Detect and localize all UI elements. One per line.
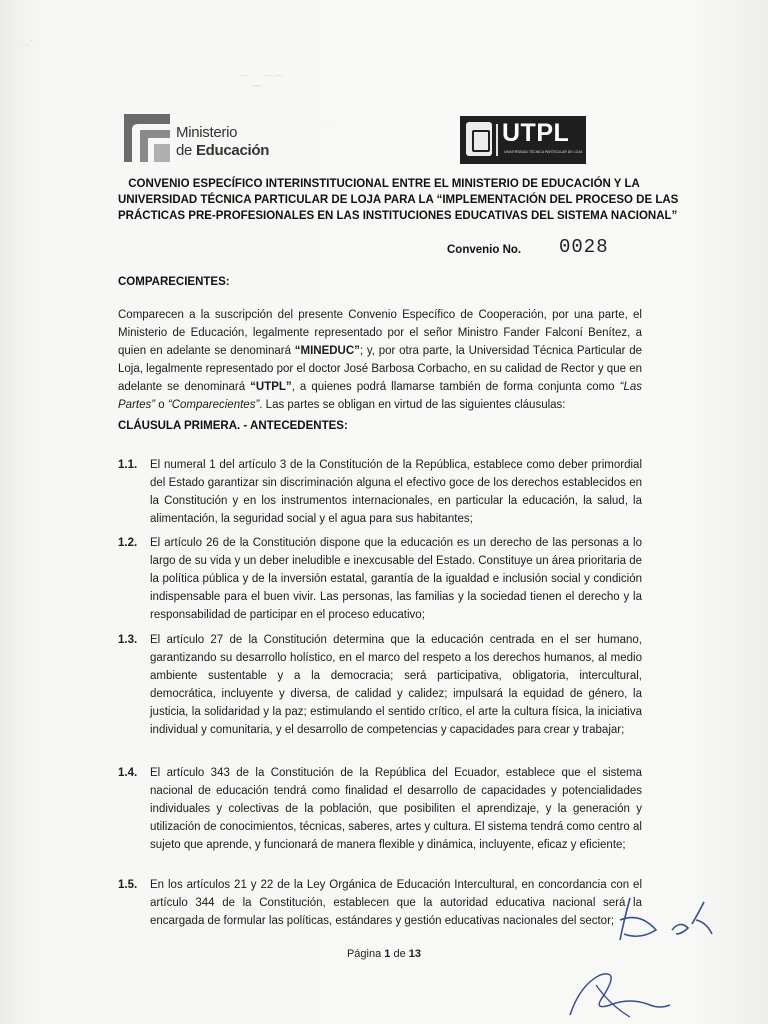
clause-number: 1.2. <box>118 537 138 549</box>
logo-divider <box>496 124 498 156</box>
bleed-through-mark: ⌒ ‿ ⌒⌒ <box>240 76 284 87</box>
clause-item <box>118 456 642 528</box>
comparecientes-paragraph: Comparecen a la suscripción del presente Convenio Específico de Cooperación, por una parte, el Ministerio de Educación, legalmente representado por el señor Ministro Fander Falconí Benítez, a quien en adelante se denominará “MINEDUC”; y, por otra parte, la Universidad Técnica Particular de Loja, legalmente representado por el doctor José Barbosa Corbacho, en su calidad de Rector y que en adelante se denominará “UTPL”, a quienes podrá llamarse también de forma conjunta como “Las Partes” o “Comparecientes”. Las partes se obligan en virtud de las siguientes cláusulas: <box>118 309 642 411</box>
convenio-label: Convenio No. <box>447 244 522 256</box>
title-line: CONVENIO ESPECÍFICO INTERINSTITUCIONAL ENTRE EL MINISTERIO DE EDUCACIÓN Y LA <box>128 178 640 190</box>
clause-number: 1.4. <box>118 767 138 779</box>
comparecientes-heading: COMPARECIENTES: <box>118 276 230 288</box>
clause-item <box>118 534 642 624</box>
utpl-logo-subtitle: UNIVERSIDAD TÉCNICA PARTICULAR DE LOJA <box>504 150 583 154</box>
convenio-number: 0028 <box>559 236 609 258</box>
handwritten-initials-icon <box>600 890 720 950</box>
clause-number: 1.3. <box>118 634 138 646</box>
document-title <box>118 176 679 224</box>
clause-number: 1.5. <box>118 879 138 891</box>
bleed-through-mark: · ·´ · <box>20 40 39 51</box>
signature-icon <box>560 965 680 1020</box>
utpl-logo <box>460 116 586 164</box>
clause-number: 1.1. <box>118 459 138 471</box>
clause-item <box>118 631 642 739</box>
ministerio-educacion-logo <box>120 110 270 166</box>
title-line: PRÁCTICAS PRE-PROFESIONALES EN LAS INSTITUCIONES EDUCATIVAS DEL SISTEMA NACIONAL” <box>118 210 678 222</box>
page-number: Página 1 de 13 <box>346 948 422 960</box>
clausula-primera-heading: CLÁUSULA PRIMERA. - ANTECEDENTES: <box>118 420 348 432</box>
clause-text: El artículo 26 de la Constitución dispone que la educación es un derecho de las personas a lo largo de su vida y un deber ineludible e inexcusable del Estado. Constituye un área prioritaria de la política pública y de la inversión estatal, garantía de la igualdad e inclusión social y condición indispensable para el buen vivir. Las personas, las familias y la sociedad tienen el derecho y la responsabilidad de participar en el proceso educativo; <box>150 537 642 621</box>
ministerio-emblem-icon <box>120 110 176 166</box>
clause-item <box>118 764 642 854</box>
clause-text: El numeral 1 del artículo 3 de la Constitución de la República, establece como deber primordial del Estado garantizar sin discriminación alguna el efectivo goce de los derechos establecidos en la Constitución y en los instrumentos internacionales, en particular la educación, la salud, la alimentación, la seguridad social y el agua para sus habitantes; <box>150 459 642 525</box>
clause-text: El artículo 343 de la Constitución de la República del Ecuador, establece que el sistema nacional de educación tendrá como finalidad el desarrollo de capacidades y potencialidades individuales y colectivas de la población, que posibiliten el aprendizaje, y la generación y utilización de conocimientos, técnicas, saberes, artes y cultura. El sistema tendrá como centro al sujeto que aprende, y funcionará de manera flexible y dinámica, incluyente, eficaz y eficiente; <box>150 767 642 851</box>
utpl-seal-icon <box>466 122 492 156</box>
logo-ministerio-line1: Ministerio <box>176 124 238 141</box>
utpl-logo-name: UTPL <box>502 119 570 147</box>
logo-ministerio-line2: de Educación <box>176 142 270 159</box>
title-line: UNIVERSIDAD TÉCNICA PARTICULAR DE LOJA PARA LA “IMPLEMENTACIÓN DEL PROCESO DE LAS <box>118 194 679 206</box>
clause-text: El artículo 27 de la Constitución determina que la educación centrada en el ser humano, garantizando su desarrollo holístico, en el marco del respeto a los derechos humanos, al medio ambiente sustentable y a la democracia; será participativa, obligatoria, intercultural, democrática, incluyente y diversa, de calidad y calidez; impulsará la equidad de género, la justicia, la solidaridad y la paz; estimulando el sentido crítico, el arte la cultura física, la iniciativa individual y comunitaria, y el desarrollo de competencias y capacidades para crear y trabajar; <box>150 634 642 736</box>
clause-text: En los artículos 21 y 22 de la Ley Orgánica de Educación Intercultural, en concordancia con el artículo 344 de la Constitución, establecen que la autoridad educativa nacional será la encargada de formular las políticas, estándares y gestión educativas nacionales del sector; <box>150 879 642 927</box>
clause-item <box>118 876 642 930</box>
